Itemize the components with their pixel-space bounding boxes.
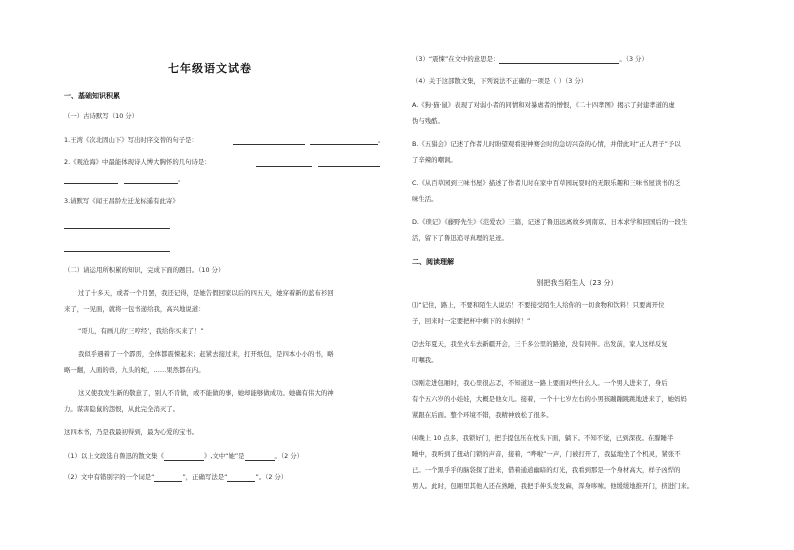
story-title: 别把我当陌生人（23 分） bbox=[536, 279, 618, 287]
answer-blank[interactable] bbox=[233, 144, 305, 145]
story-line: 叮嘱我。 bbox=[412, 356, 438, 364]
passage-line: 力。谋害隐鼠的怨恨，从此完全消灭了。 bbox=[64, 405, 180, 413]
section-1-heading: 一、基础知识积累 bbox=[64, 92, 120, 100]
story-line: 男人。此时，包厢里其他人还在熟睡，我把手伸头发发麻，浑身哆嗦。他缓缓地推开门，挤进门来。 bbox=[412, 482, 694, 490]
option-b-line: 了辛辣的嘲讽。 bbox=[412, 156, 457, 164]
passage-line: 来了，一见面，就将一包书递给我，高兴地说道： bbox=[64, 305, 205, 313]
answer-blank[interactable] bbox=[318, 166, 380, 167]
question-2-1-mid: 》,文中“她”是 bbox=[203, 452, 245, 460]
question-1-1 bbox=[64, 136, 198, 145]
story-line: ⑶刚走进包厢时，我心里很忐忑，不知道这一路上要面对些什么人。一个男人进来了，身后 bbox=[412, 379, 668, 387]
story-line: 有个五六岁的小娃娃，大概是他女儿。接着，一个十七岁左右的小男孩蹦蹦跳跳地进来了，她妈妈 bbox=[412, 395, 687, 403]
question-2-1-end: 。（2 分） bbox=[274, 452, 304, 460]
passage-line: 这又使我发生新的敬意了，别人不肯做，或不能做的事，她却能够做成功。她确有伟大的神 bbox=[78, 389, 334, 397]
section-2-heading: 二、阅读理解 bbox=[412, 258, 454, 266]
answer-blank[interactable] bbox=[256, 166, 312, 167]
option-c-line: C.《从百草园到三味书屋》描述了作者儿时在家中百草园玩耍时的无限乐趣和三味书屋读书的乏 bbox=[412, 179, 681, 187]
answer-blank[interactable] bbox=[64, 228, 170, 229]
option-a-line: 伪与残酷。 bbox=[412, 117, 444, 125]
question-2-2-end: ”。（2 分） bbox=[255, 473, 288, 481]
story-line: ⑴“记住，路上，不要和陌生人说话！不要接受陌生人给你的一切食物和饮料！只要离开位 bbox=[412, 301, 665, 309]
story-line: 紧跟在后面。整个环境不错，我精神放松了很多。 bbox=[412, 411, 553, 419]
page-title: 七年级语文试卷 bbox=[168, 62, 252, 75]
question-2-3 bbox=[412, 55, 648, 64]
option-c-line: 味生活。 bbox=[412, 195, 438, 203]
punctuation: 。 bbox=[178, 175, 185, 183]
answer-blank[interactable] bbox=[164, 453, 204, 461]
story-line: 子，回来时一定要把杯中剩下的水倒掉！” bbox=[412, 317, 531, 325]
passage-line: 略一翻，人面的兽，九头的蛇，……果然都在内。 bbox=[64, 366, 205, 374]
answer-blank[interactable] bbox=[499, 56, 619, 64]
option-a-line: A.《狗·猫·鼠》表现了对弱小者的同情和对暴虐者的憎恨，《二十四孝图》揭示了封建孝道的虚 bbox=[412, 101, 675, 109]
answer-blank[interactable] bbox=[124, 183, 178, 184]
option-d-line: 活，留下了鲁迅追寻真理的足迹。 bbox=[412, 234, 508, 242]
part-1-label: （一）古诗默写（10 分） bbox=[64, 112, 139, 120]
part-2-label: （二）请运用所积累的知识，完成下面的题目。（10 分） bbox=[64, 266, 225, 274]
passage-quote: “哥儿，有画儿的‘三哼经’，我给你买来了！” bbox=[78, 327, 204, 335]
question-2-2-text: （2）文中有错别字的一个词是“ bbox=[64, 473, 155, 481]
story-line: ⑵去年夏天，我坐火车去新疆开会，三千多公里的路途，没有同伴。出发前，家人这样反复 bbox=[412, 340, 668, 348]
passage-line: 过了十多天，或者一个月罢，我还记得，是她告假回家以后的四五天，她穿着新的蓝布衫回 bbox=[78, 289, 334, 297]
option-b-line: B.《五猖会》记述了作者儿时盼望观看迎神赛会时的急切兴奋的心情，并借此对“正人君子”予以 bbox=[412, 140, 681, 148]
answer-blank[interactable] bbox=[64, 183, 118, 184]
question-2-1 bbox=[64, 452, 303, 461]
question-1-3: 3.请默写《闻王昌龄左迁龙标遥有此寄》 bbox=[64, 197, 179, 205]
question-2-3-text: （3）“震悚”在文中的意思是： bbox=[412, 55, 500, 63]
story-line: 已。一个黑乎乎的脑袋探了进来，借着通道幽暗的灯光，我看到那是一个身材高大，样子凶悍的 bbox=[412, 466, 681, 474]
question-1-1-text: 1.王湾《次北固山下》写出时序交替的句子是： bbox=[64, 136, 198, 144]
option-d-line: D.《琐记》《藤野先生》《范爱农》三篇，记述了鲁迅远离故乡到南京、日本求学和回国后的一段生 bbox=[412, 218, 688, 226]
answer-blank[interactable] bbox=[245, 453, 275, 461]
passage-line: 这四本书，乃是我最初得到，最为心爱的宝书。 bbox=[64, 428, 199, 436]
story-line: ⑷晚上 10 点多，我锁好门，把手提包压在枕头下面，躺下。不知不觉，已到深夜。在朦睡半 bbox=[412, 434, 674, 442]
question-2-4: （4）关于这部散文集，下列说法不正确的一项是（ ）（3 分） bbox=[412, 77, 588, 85]
question-2-2-mid: ”，正确写法是“ bbox=[182, 473, 228, 481]
punctuation: 。 bbox=[378, 136, 385, 144]
question-1-2: 2.《观沧海》中最能体现诗人博大胸怀的几句诗是： bbox=[64, 158, 211, 166]
answer-blank[interactable] bbox=[64, 251, 170, 252]
answer-blank[interactable] bbox=[227, 474, 255, 482]
story-line: 睡中，我听到了扭动门锁的声音，接着，“哗啦”一声，门被打开了，我猛地坐了个机灵，紧张不 bbox=[412, 450, 681, 458]
question-2-2 bbox=[64, 473, 287, 482]
answer-blank[interactable] bbox=[310, 144, 378, 145]
answer-blank[interactable] bbox=[154, 474, 182, 482]
question-2-3-end: 。（3 分） bbox=[619, 55, 648, 63]
question-2-1-text: （1）以上文段选自鲁迅的散文集《 bbox=[64, 452, 164, 460]
passage-line: 我似乎遇着了一个霹雳，全体都震悚起来；赶紧去接过来，打开纸包，是四本小小的书，略 bbox=[78, 350, 334, 358]
